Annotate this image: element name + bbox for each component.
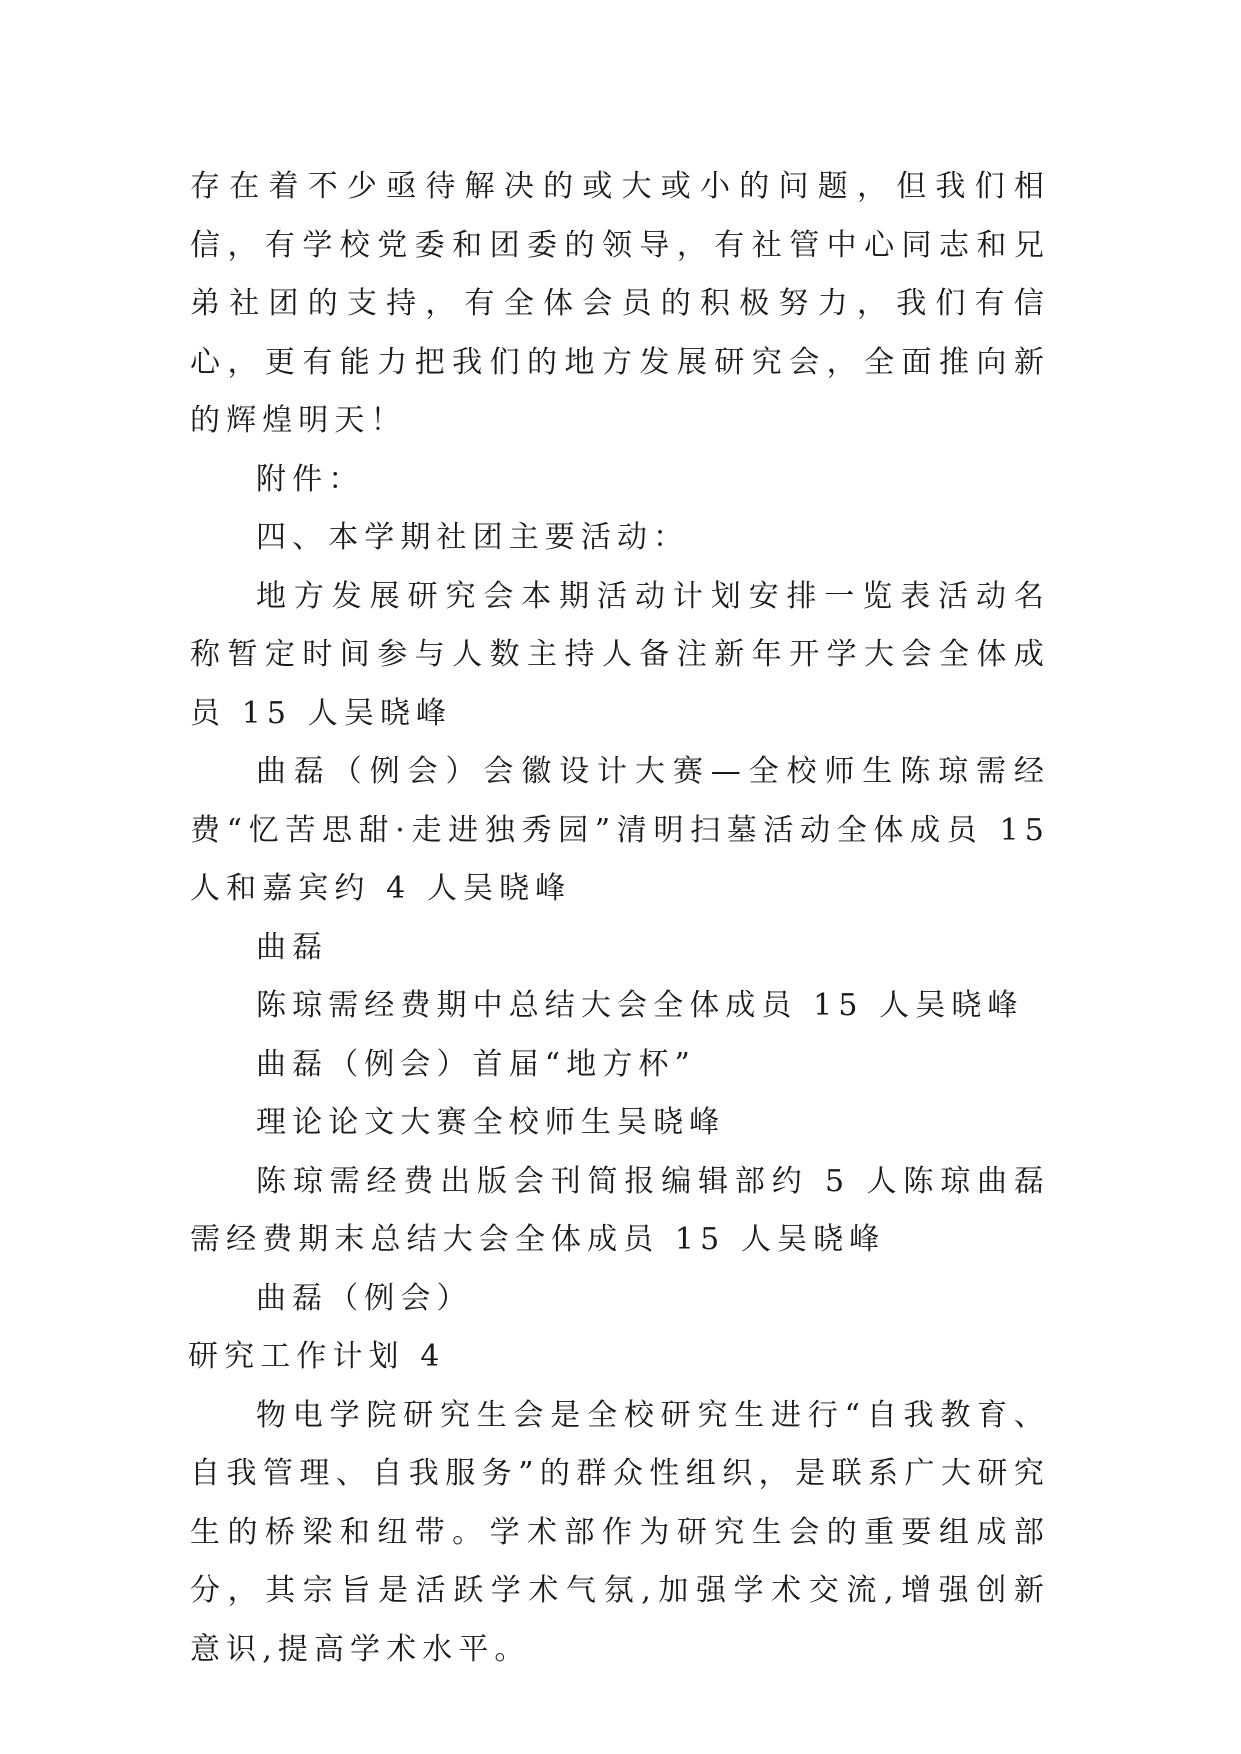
paragraph-closing-remarks: 存在着不少亟待解决的或大或小的问题，但我们相信，有学校党委和团委的领导，有社管中心同志和兄弟社团的支持，有全体会员的积极努力，我们有信心，更有能力把我们的地方发展研究会，全面推向新的辉煌明天！ [190,169,1050,438]
section-heading-plan-4: 研究工作计划 4 [188,1339,446,1374]
paragraph-graduate-union-intro: 物电学院研究生会是全校研究生进行“自我教育、自我管理、自我服务”的群众性组织，是联系广大研究生的桥梁和纽带。学术部作为研究生会的重要组成部分，其宗旨是活跃学术气氛,加强学术交流,增强创新意识,提高学术水平。 [190,1397,1050,1667]
paragraph-activity-difang-cup: 曲磊（例会）首届“地方杯” [256,1046,696,1082]
paragraph-activity-paper-contest: 理论论文大赛全校师生吴晓峰 [256,1105,726,1140]
paragraph-activity-publication: 陈琼需经费出版会刊简报编辑部约 5 人陈琼曲磊需经费期末总结大会全体成员 15 人吴晓峰 [190,1163,1050,1257]
paragraph-activity-emblem-contest: 曲磊（例会）会徽设计大赛—全校师生陈琼需经费“忆苦思甜·走进独秀园”清明扫墓活动全体成员 15 人和嘉宾约 4 人吴晓峰 [190,754,1050,906]
paragraph-activity-host-qulei-1: 曲磊 [256,929,329,965]
paragraph-section-four-title: 四、本学期社团主要活动： [256,520,690,555]
document-body [190,158,1050,1679]
paragraph-activity-table-header: 地方发展研究会本期活动计划安排一览表活动名称暂定时间参与人数主持人备注新年开学大会全体成员 15 人吴晓峰 [190,578,1050,731]
paragraph-attachment-label: 附件： [256,461,365,497]
paragraph-activity-midterm: 陈琼需经费期中总结大会全体成员 15 人吴晓峰 [256,988,1024,1023]
paragraph-activity-host-qulei-2: 曲磊（例会） [256,1280,473,1316]
